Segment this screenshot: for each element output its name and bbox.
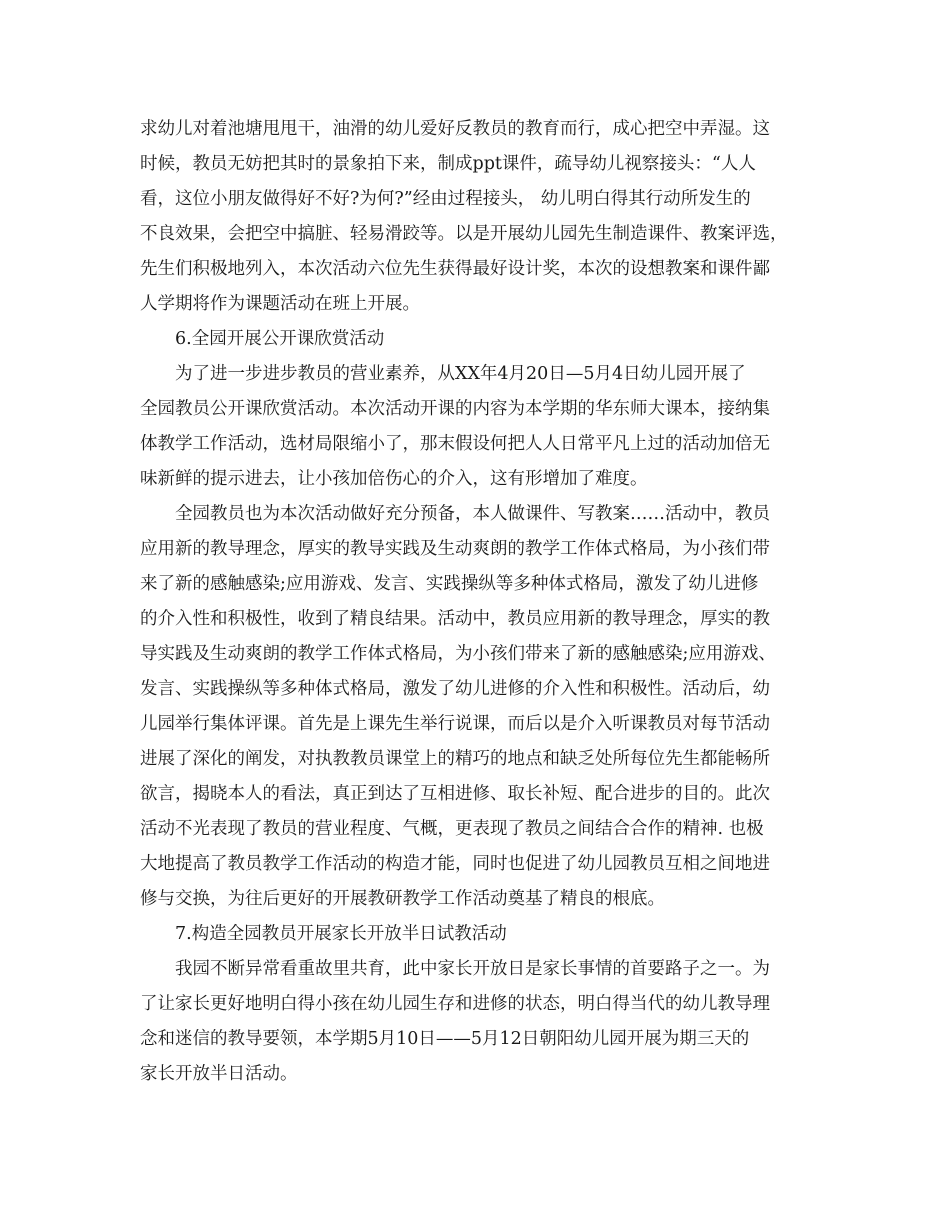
text-line: 6.全园开展公开课欣赏活动 [175, 329, 385, 349]
text-line: 全园教员也为本次活动做好充分预备，本人做课件、写教案……活动中，教员 [175, 504, 770, 524]
text-line: 7.构造全园教员开展家长开放半日试教活动 [175, 924, 507, 944]
text-line: 为了进一步进步教员的营业素养，从XX年4月20日—5月4日幼儿园开展了 [175, 364, 746, 384]
text-line: 全园教员公开课欣赏活动。本次活动开课的内容为本学期的华东师大课本，接纳集 [140, 399, 770, 419]
text-line: 家长开放半日活动。 [140, 1064, 298, 1084]
text-line: 时候，教员无妨把其时的景象拍下来，制成ppt课件，疏导幼儿视察接头：“人人 [140, 154, 756, 174]
text-line: 导实践及生动爽朗的教学工作体式格局，为小孩们带来了新的感触感染;应用游戏、 [140, 644, 776, 664]
text-line: 看，这位小朋友做得好不好?为何?”经由过程接头， 幼儿明白得其行动所发生的 [140, 189, 751, 209]
text-line: 大地提高了教员教学工作活动的构造才能，同时也促进了幼儿园教员互相之间地进 [140, 854, 770, 874]
text-line: 进展了深化的阐发，对执教教员课堂上的精巧的地点和缺乏处所每位先生都能畅所 [140, 749, 770, 769]
text-line: 修与交换，为往后更好的开展教研教学工作活动奠基了精良的根底。 [140, 889, 665, 909]
text-line: 儿园举行集体评课。首先是上课先生举行说课，而后以是介入听课教员对每节活动 [140, 714, 770, 734]
document-body [140, 112, 810, 1092]
text-line: 的介入性和积极性，收到了精良结果。活动中，教员应用新的教导理念，厚实的教 [140, 609, 770, 629]
text-line: 念和迷信的教导要领，本学期5月10日——5月12日朝阳幼儿园开展为期三天的 [140, 1029, 750, 1049]
text-line: 活动不光表现了教员的营业程度、气概，更表现了教员之间结合合作的精神. 也极 [140, 819, 764, 839]
text-line: 不良效果，会把空中搞脏、轻易滑跤等。以是开展幼儿园先生制造课件、教案评选， [140, 224, 788, 244]
text-line: 味新鲜的提示进去，让小孩加倍伤心的介入，这有形增加了难度。 [140, 469, 648, 489]
text-line: 体教学工作活动，选材局限缩小了，那末假设何把人人日常平凡上过的活动加倍无 [140, 434, 770, 454]
text-line: 我园不断异常看重故里共育，此中家长开放日是家长事情的首要路子之一。为 [175, 959, 770, 979]
text-line: 求幼儿对着池塘甩甩干，油滑的幼儿爱好反教员的教育而行，成心把空中弄湿。这 [140, 119, 770, 139]
text-line: 先生们积极地列入，本次活动六位先生获得最好设计奖，本次的设想教案和课件鄙 [140, 259, 770, 279]
text-line: 人学期将作为课题活动在班上开展。 [140, 294, 420, 314]
text-line: 了让家长更好地明白得小孩在幼儿园生存和进修的状态，明白得当代的幼儿教导理 [140, 994, 770, 1014]
text-line: 来了新的感触感染;应用游戏、发言、实践操纵等多种体式格局，激发了幼儿进修 [140, 574, 759, 594]
text-line: 应用新的教导理念，厚实的教导实践及生动爽朗的教学工作体式格局，为小孩们带 [140, 539, 770, 559]
text-line: 发言、实践操纵等多种体式格局，激发了幼儿进修的介入性和积极性。活动后，幼 [140, 679, 770, 699]
text-line: 欲言，揭晓本人的看法，真正到达了互相进修、取长补短、配合进步的目的。此次 [140, 784, 770, 804]
